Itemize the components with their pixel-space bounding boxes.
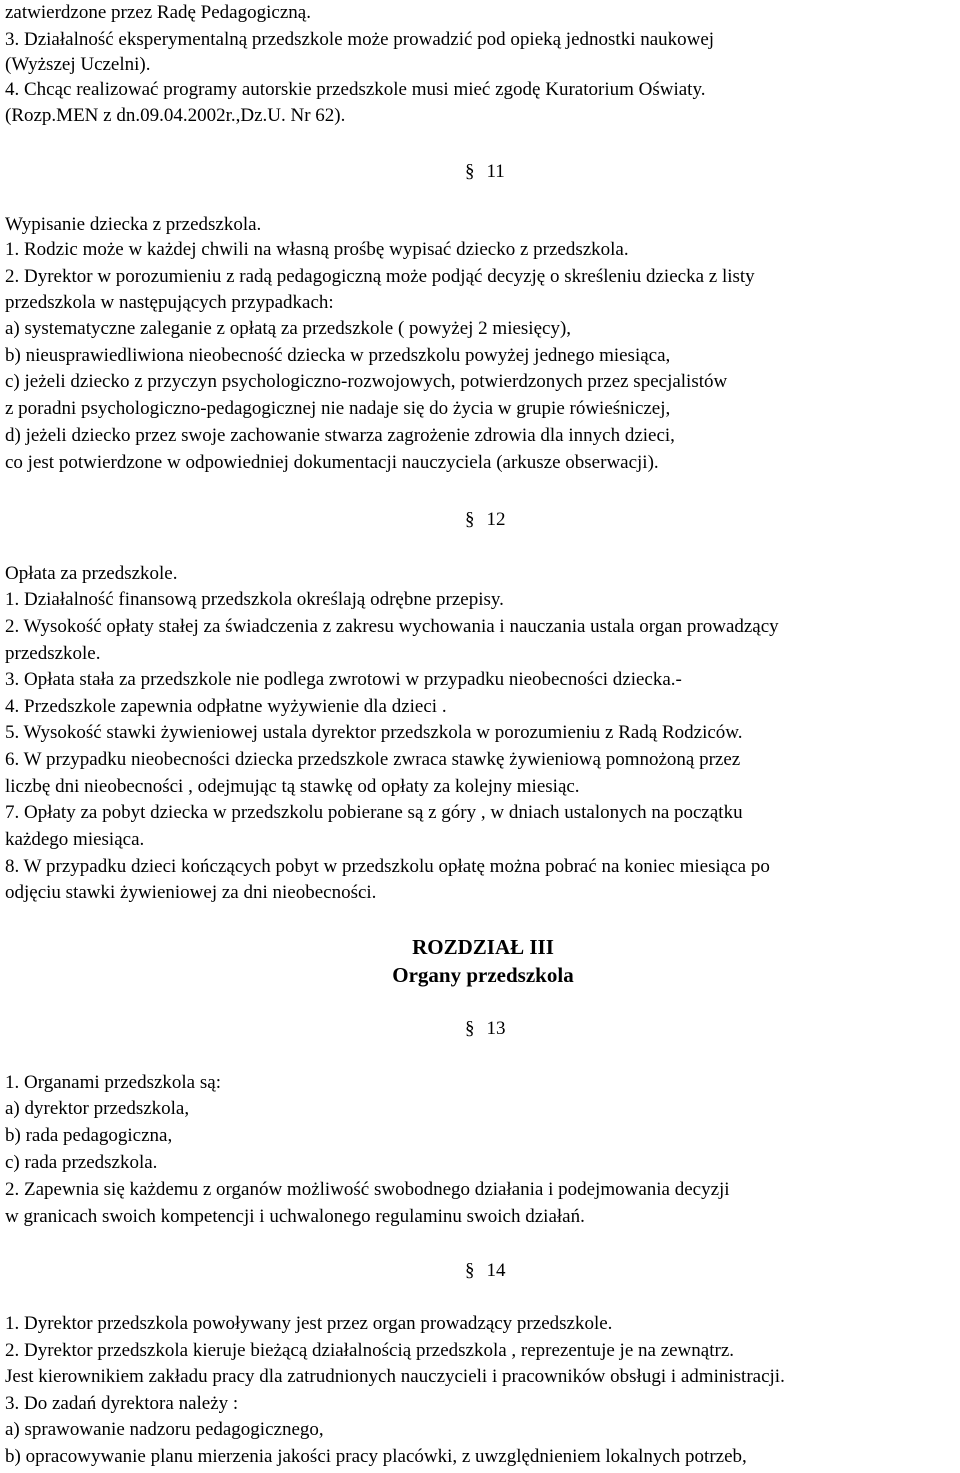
text-line: w granicach swoich kompetencji i uchwalonego regulaminu swoich działań. [5,1206,585,1227]
text-line: przedszkola w następujących przypadkach: [5,292,334,313]
text-line: (Rozp.MEN z dn.09.04.2002r.,Dz.U. Nr 62). [5,105,346,126]
text-line: 6. W przypadku nieobecności dziecka przedszkole zwraca stawkę żywieniową pomnożoną przez [5,749,741,770]
text-line: 2. Wysokość opłaty stałej za świadczenia z zakresu wychowania i nauczania ustala organ prowadzący [5,616,779,637]
section-title: Opłata za przedszkole. [5,563,178,584]
text-line: 2. Zapewnia się każdemu z organów możliwość swobodnego działania i podejmowania decyzji [5,1179,730,1200]
list-item: d) jeżeli dziecko przez swoje zachowanie stwarza zagrożenie zdrowia dla innych dzieci, [5,425,675,446]
text-line: liczbę dni nieobecności , odejmując tą stawkę od opłaty za kolejny miesiąc. [5,776,580,797]
section-heading-11 [465,159,505,185]
list-item: c) jeżeli dziecko z przyczyn psychologiczno-rozwojowych, potwierdzonych przez specjalistów [5,371,728,392]
text-line: 5. Wysokość stawki żywieniowej ustala dyrektor przedszkola w porozumieniu z Radą Rodziców. [5,722,743,743]
list-item: b) nieusprawiedliwiona nieobecność dziecka w przedszkolu powyżej jednego miesiąca, [5,345,671,366]
section-sign-icon: § [465,509,475,530]
section-number: 13 [486,1018,506,1039]
text-line: 1. Organami przedszkola są: [5,1072,221,1093]
section-heading-12 [465,507,506,533]
text-line: co jest potwierdzone w odpowiedniej dokumentacji nauczyciela (arkusze obserwacji). [5,452,659,473]
text-line: 7. Opłaty za pobyt dziecka w przedszkolu pobierane są z góry , w dniach ustalonych na początku [5,802,743,823]
text-line: 1. Dyrektor przedszkola powoływany jest przez organ prowadzący przedszkole. [5,1313,613,1334]
text-line: 1. Działalność finansową przedszkola określają odrębne przepisy. [5,589,504,610]
text-line: zatwierdzone przez Radę Pedagogiczną. [5,2,311,23]
text-line: 2. Dyrektor przedszkola kieruje bieżącą działalnością przedszkola , reprezentuje je na zewnątrz. [5,1340,735,1361]
section-sign-icon: § [465,1260,475,1281]
section-sign-icon: § [465,161,475,182]
section-number: 14 [486,1260,506,1281]
text-line: 2. Dyrektor w porozumieniu z radą pedagogiczną może podjąć decyzję o skreśleniu dziecka z listy [5,266,755,287]
text-line: (Wyższej Uczelni). [5,54,151,75]
text-line: przedszkole. [5,643,101,664]
text-line: 4. Chcąc realizować programy autorskie przedszkole musi mieć zgodę Kuratorium Oświaty. [5,79,706,100]
list-item: b) rada pedagogiczna, [5,1125,173,1146]
text-line: 4. Przedszkole zapewnia odpłatne wyżywienie dla dzieci . [5,696,447,717]
section-heading-14 [465,1258,506,1284]
text-line: 1. Rodzic może w każdej chwili na własną prośbę wypisać dziecko z przedszkola. [5,239,629,260]
text-line: 8. W przypadku dzieci kończących pobyt w przedszkolu opłatę można pobrać na koniec miesiąca po [5,856,770,877]
section-heading-13 [465,1016,506,1042]
text-line: Jest kierownikiem zakładu pracy dla zatrudnionych nauczycieli i pracowników obsługi i administracji. [5,1366,785,1387]
chapter-title: ROZDZIAŁ III [412,935,554,959]
list-item: a) dyrektor przedszkola, [5,1098,190,1119]
list-item: c) rada przedszkola. [5,1152,158,1173]
section-sign-icon: § [465,1018,475,1039]
text-line: z poradni psychologiczno-pedagogicznej nie nadaje się do życia w grupie rówieśniczej, [5,398,671,419]
chapter-subtitle: Organy przedszkola [392,963,574,987]
section-title: Wypisanie dziecka z przedszkola. [5,214,262,235]
list-item: a) sprawowanie nadzoru pedagogicznego, [5,1419,324,1440]
text-line: odjęciu stawki żywieniowej za dni nieobecności. [5,882,377,903]
text-line: 3. Działalność eksperymentalną przedszkole może prowadzić pod opieką jednostki naukowej [5,29,715,50]
list-item: a) systematyczne zaleganie z opłatą za przedszkole ( powyżej 2 miesięcy), [5,318,572,339]
text-line: 3. Opłata stała za przedszkole nie podlega zwrotowi w przypadku nieobecności dziecka.- [5,669,682,690]
text-line: każdego miesiąca. [5,829,145,850]
list-item: b) opracowywanie planu mierzenia jakości pracy placówki, z uwzględnieniem lokalnych potrzeb, [5,1446,747,1467]
section-number: 12 [486,509,506,530]
text-line: 3. Do zadań dyrektora należy : [5,1393,239,1414]
section-number: 11 [486,161,505,182]
